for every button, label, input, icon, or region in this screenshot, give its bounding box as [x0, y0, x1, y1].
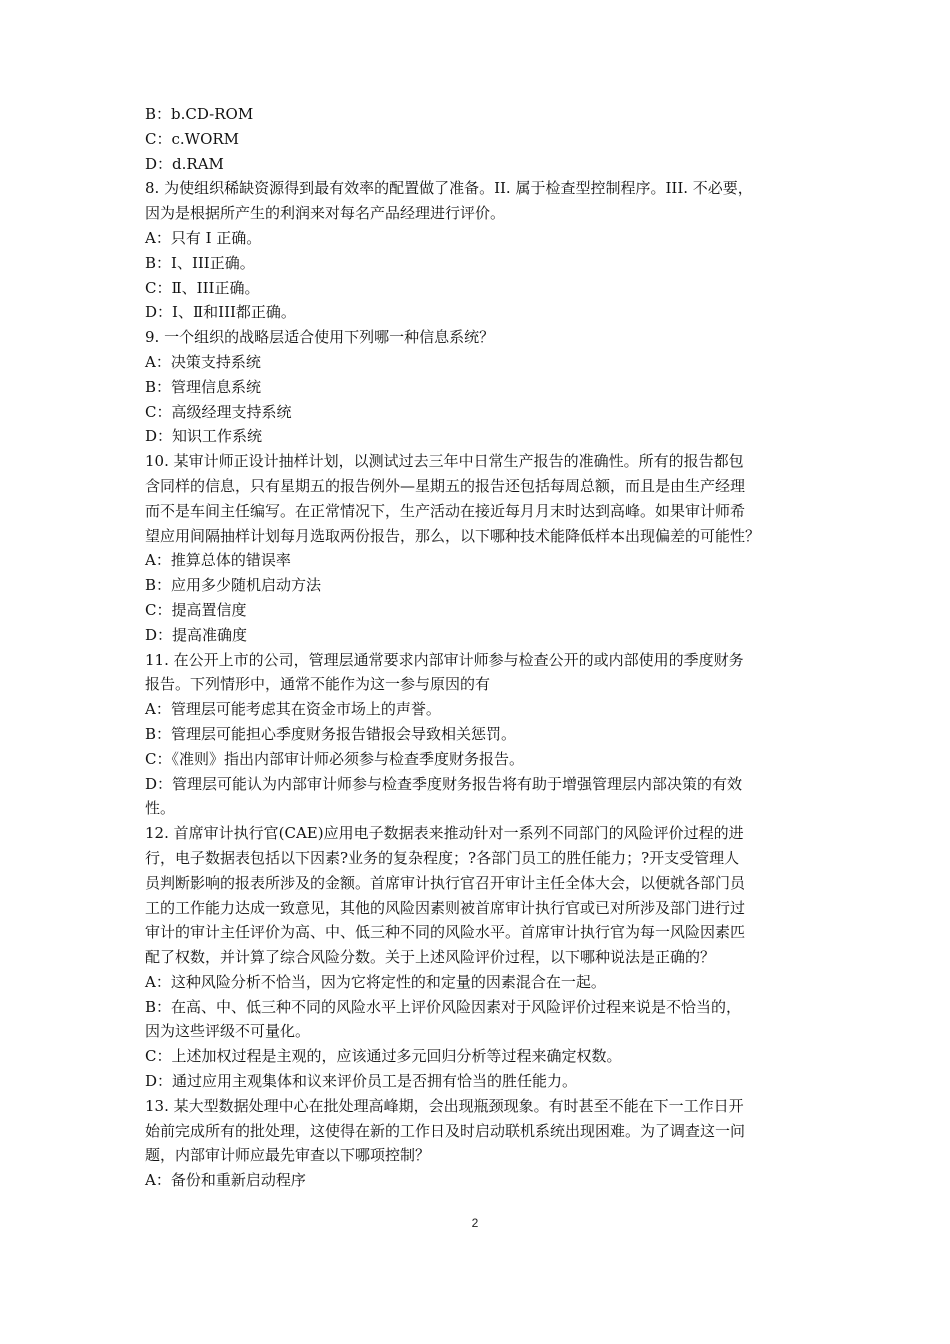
page-number: 2: [471, 1216, 479, 1230]
text-line: 题，内部审计师应最先审查以下哪项控制？: [145, 1146, 431, 1165]
text-line: A：决策支持系统: [145, 352, 261, 371]
text-line: C：高级经理支持系统: [145, 402, 292, 421]
text-line: A：备份和重新启动程序: [145, 1171, 306, 1190]
text-line: B：在高、中、低三种不同的风险水平上评价风险因素对于风险评价过程来说是不恰当的，: [145, 997, 742, 1016]
text-line: B：b.CD-ROM: [145, 105, 254, 123]
text-line: C：c.WORM: [145, 129, 240, 148]
text-line: 13. 某大型数据处理中心在批处理高峰期，会出现瓶颈现象。有时甚至不能在下一工作日开: [145, 1096, 744, 1115]
text-line: A：管理层可能考虑其在资金市场上的声誉。: [145, 700, 441, 719]
text-line: 10. 某审计师正设计抽样计划，以测试过去三年中日常生产报告的准确性。所有的报告都包: [145, 452, 744, 471]
text-line: C：《准则》指出内部审计师必须参与检查季度财务报告。: [145, 749, 524, 768]
text-line: 8. 为使组织稀缺资源得到最有效率的配置做了准备。II. 属于检查型控制程序。III. 不必要，: [145, 179, 753, 198]
text-line: D：d.RAM: [145, 154, 224, 173]
text-line: D：通过应用主观集体和议来评价员工是否拥有恰当的胜任能力。: [145, 1072, 578, 1091]
text-line: B：I、III正确。: [145, 253, 255, 272]
text-line: C：提高置信度: [145, 600, 247, 619]
text-line: 12. 首席审计执行官(CAE)应用电子数据表来推动针对一系列不同部门的风险评价过程的进: [145, 824, 744, 843]
text-line: B：管理层可能担心季度财务报告错报会导致相关惩罚。: [145, 724, 517, 743]
text-line: 因为是根据所产生的利润来对每名产品经理进行评价。: [145, 204, 506, 223]
text-line: 望应用间隔抽样计划每月选取两份报告，那么，以下哪种技术能降低样本出现偏差的可能性？: [145, 526, 761, 545]
text-line: 性。: [145, 799, 176, 818]
text-line: 始前完成所有的批处理，这使得在新的工作日及时启动联机系统出现困难。为了调查这一问: [145, 1121, 746, 1140]
text-line: C：Ⅱ、III正确。: [145, 278, 260, 297]
text-line: 审计的审计主任评价为高、中、低三种不同的风险水平。首席审计执行官为每一风险因素匹: [145, 923, 746, 942]
text-line: D：提高准确度: [145, 625, 248, 644]
text-line: C：上述加权过程是主观的，应该通过多元回归分析等过程来确定权数。: [145, 1047, 622, 1066]
text-line: A：只有 I 正确。: [145, 228, 262, 247]
document-body: [145, 102, 810, 1193]
text-line: 因为这些评级不可量化。: [145, 1022, 311, 1041]
text-line: 11. 在公开上市的公司，管理层通常要求内部审计师参与检查公开的或内部使用的季度财务: [145, 650, 744, 669]
text-line: B：应用多少随机启动方法: [145, 576, 322, 595]
text-line: 工的工作能力达成一致意见，其他的风险因素则被首席审计执行官或已对所涉及部门进行过: [145, 898, 746, 917]
text-line: B：管理信息系统: [145, 377, 262, 396]
text-line: 而不是车间主任编写。在正常情况下，生产活动在接近每月月末时达到高峰。如果审计师希: [145, 501, 746, 520]
text-line: 报告。下列情形中，通常不能作为这一参与原因的有: [145, 675, 491, 694]
text-line: A：推算总体的错误率: [145, 551, 291, 570]
text-line: 配了权数，并计算了综合风险分数。关于上述风险评价过程，以下哪种说法是正确的？: [145, 948, 716, 967]
text-line: A：这种风险分析不恰当，因为它将定性的和定量的因素混合在一起。: [145, 972, 606, 991]
text-line: D：管理层可能认为内部审计师参与检查季度财务报告将有助于增强管理层内部决策的有效: [145, 774, 743, 793]
text-line: 员判断影响的报表所涉及的金额。首席审计执行官召开审计主任全体大会，以便就各部门员: [145, 873, 746, 892]
text-line: D：I、Ⅱ和III都正确。: [145, 303, 296, 322]
text-line: 行，电子数据表包括以下因素?业务的复杂程度；?各部门员工的胜任能力；?开支受管理人: [145, 848, 740, 867]
text-line: 9. 一个组织的战略层适合使用下列哪一种信息系统？: [145, 328, 495, 347]
text-line: D：知识工作系统: [145, 427, 263, 446]
text-line: 含同样的信息，只有星期五的报告例外—星期五的报告还包括每周总额，而且是由生产经理: [145, 476, 746, 495]
